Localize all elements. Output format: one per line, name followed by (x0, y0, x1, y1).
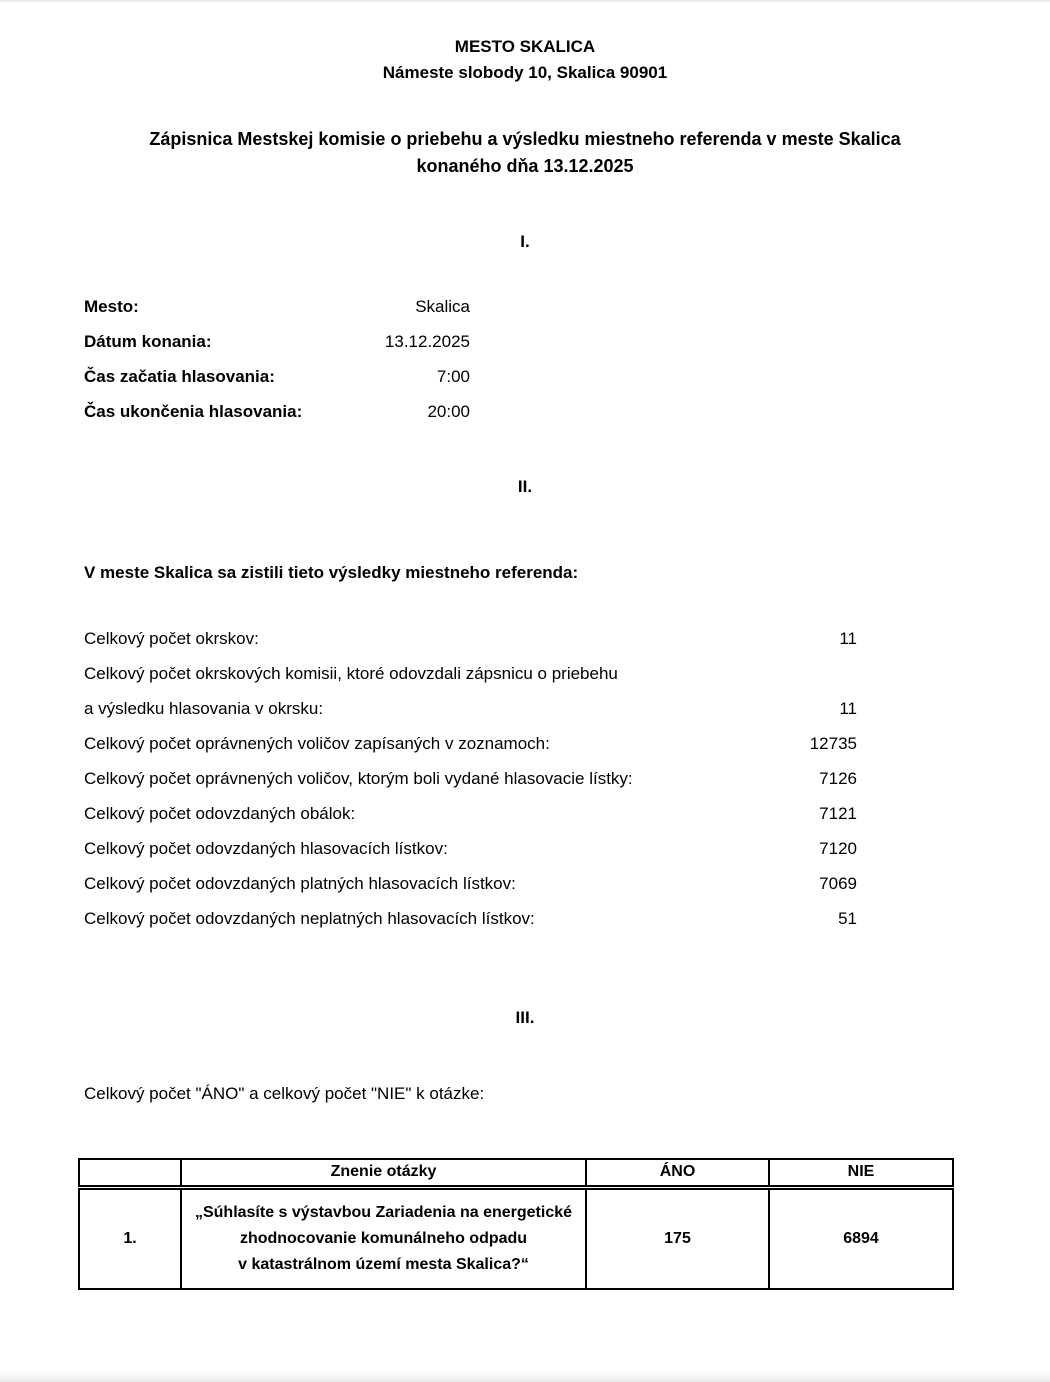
results-intro: V meste Skalica sa zistili tieto výsledky miestneho referenda: (84, 563, 579, 582)
result-value: 7121 (819, 804, 857, 823)
table-header-yes: ÁNO (586, 1159, 769, 1187)
results-list (84, 628, 857, 930)
meta-label: Čas ukončenia hlasovania: (84, 402, 303, 421)
organization-address: Námeste slobody 10, Skalica 90901 (382, 63, 668, 82)
referendum-meta (84, 296, 470, 423)
question-text-cell (181, 1187, 586, 1289)
result-row (84, 873, 857, 895)
section-3-heading: III. (515, 1008, 535, 1027)
result-value: 12735 (809, 734, 857, 753)
meta-label: Mesto: (84, 297, 139, 316)
document-title (105, 126, 945, 180)
result-label: Celkový počet odovzdaných obálok: (84, 804, 356, 823)
question-line1: „Súhlasíte s výstavbou Zariadenia na energetické (194, 1203, 573, 1221)
result-label: Celkový počet oprávnených voličov, ktorým boli vydané hlasovacie lístky: (84, 769, 633, 788)
result-row (84, 663, 857, 685)
result-row (84, 803, 857, 825)
result-row (84, 698, 857, 720)
result-label: Celkový počet oprávnených voličov zapísaných v zoznamoch: (84, 734, 550, 753)
meta-label: Dátum konania: (84, 332, 212, 351)
yes-count-cell: 175 (586, 1187, 769, 1289)
result-value: 11 (839, 629, 857, 648)
meta-value: 20:00 (427, 402, 470, 421)
meta-value: Skalica (415, 297, 470, 316)
no-count-cell: 6894 (769, 1187, 953, 1289)
result-row (84, 908, 857, 930)
page-bottom-edge (0, 1370, 1050, 1382)
result-label: Celkový počet okrskových komisii, ktoré odovzdali zápsnicu o priebehu (84, 664, 618, 683)
result-row (84, 733, 857, 755)
meta-value: 13.12.2025 (384, 332, 470, 351)
result-label: a výsledku hlasovania v okrsku: (84, 699, 324, 718)
result-label: Celkový počet odovzdaných hlasovacích lístkov: (84, 839, 448, 858)
result-row (84, 628, 857, 650)
meta-row-city (84, 296, 470, 318)
result-row (84, 838, 857, 860)
table-header-no: NIE (769, 1159, 953, 1187)
table-row (79, 1187, 953, 1289)
result-label: Celkový počet okrskov: (84, 629, 259, 648)
document-title-line1: Zápisnica Mestskej komisie o priebehu a výsledku miestneho referenda v meste Skalica (149, 129, 901, 149)
document-title-line2: konaného dňa 13.12.2025 (416, 156, 634, 176)
section-1-heading: I. (520, 232, 530, 251)
result-value (845, 663, 857, 685)
result-row (84, 768, 857, 790)
table-header-question: Znenie otázky (181, 1159, 586, 1187)
meta-row-date (84, 331, 470, 353)
section-2-heading: II. (517, 477, 533, 496)
organization-name: MESTO SKALICA (454, 37, 596, 56)
meta-label: Čas začatia hlasovania: (84, 367, 275, 386)
result-value: 7120 (819, 839, 857, 858)
meta-row-start-time (84, 366, 470, 388)
question-results-table (78, 1158, 954, 1290)
question-line2: zhodnocovanie komunálneho odpadu (239, 1229, 528, 1247)
question-line3: v katastrálnom území mesta Skalica?“ (238, 1255, 529, 1273)
result-value: 11 (839, 699, 857, 718)
table-header-row (79, 1159, 953, 1187)
result-value: 7069 (819, 874, 857, 893)
question-number-cell: 1. (79, 1187, 181, 1289)
result-label: Celkový počet odovzdaných platných hlasovacích lístkov: (84, 874, 516, 893)
question-totals-intro: Celkový počet "ÁNO" a celkový počet "NIE" k otázke: (84, 1084, 485, 1103)
meta-value: 7:00 (436, 367, 470, 386)
result-value: 51 (838, 909, 857, 928)
table-header-number (79, 1159, 181, 1187)
meta-row-end-time (84, 401, 470, 423)
result-value: 7126 (819, 769, 857, 788)
result-label: Celkový počet odovzdaných neplatných hlasovacích lístkov: (84, 909, 535, 928)
